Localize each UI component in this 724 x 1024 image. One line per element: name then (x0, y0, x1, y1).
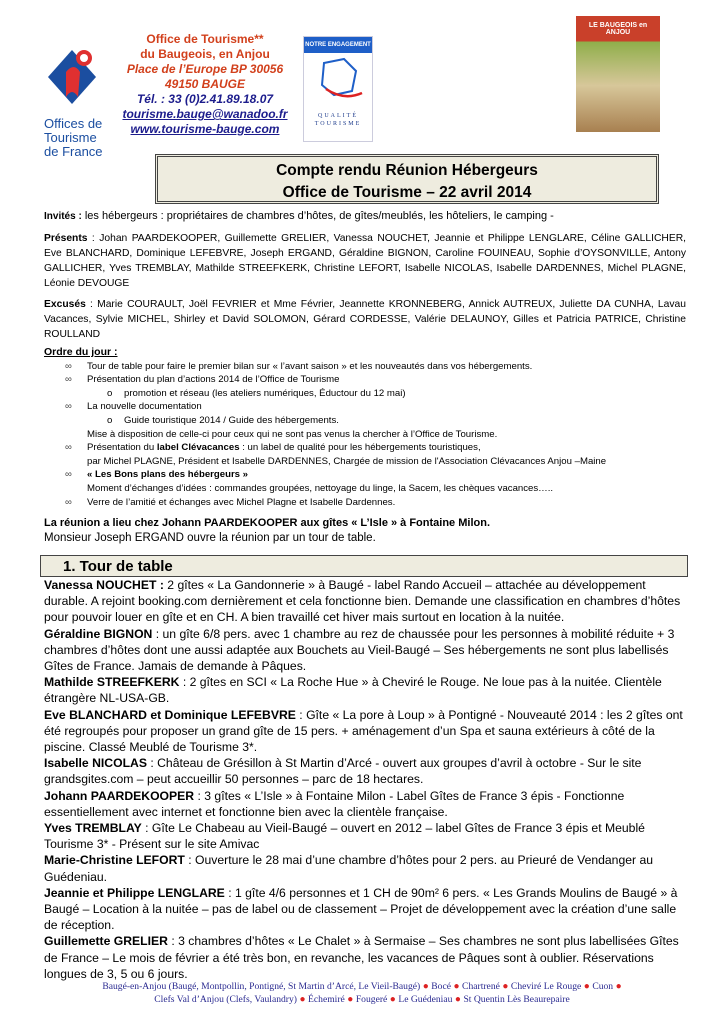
commune-name: St Quentin Lès Beaurepaire (463, 994, 570, 1005)
agenda-item: ∞ Présentation du label Clévacances : un label de qualité pour les hébergements touristiques, (65, 442, 481, 454)
agenda-item: ∞ Présentation du plan d’actions 2014 de l’Office de Tourisme (65, 374, 340, 386)
entry-text: : 2 gîtes en SCI « La Roche Hue » à Cheviré le Rouge. Ne loue pas à la nuitée. Clientèle étrangère NL-USA-GB. (44, 675, 662, 706)
entry-paragraph (44, 852, 684, 884)
bullet-dot-icon: ● (451, 981, 463, 992)
entry-name: Yves TREMBLAY (44, 821, 142, 836)
entry-paragraph (44, 820, 684, 852)
commune-name: Fougeré (355, 994, 388, 1005)
logo-text: Offices de Tourisme de France (44, 116, 103, 159)
entry-name: Marie-Christine LEFORT (44, 853, 185, 868)
commune-name: Le Guédeniau (398, 994, 453, 1005)
meeting-opening: Monsieur Joseph ERGAND ouvre la réunion par un tour de table. (44, 532, 376, 544)
entry-text: : Château de Grésillon à St Martin d’Arcé - ouvert aux groupes d’avril à octobre - Sur le site grandsgites.com – peut accueillir 50 personnes – parc de 18 hectares. (44, 756, 642, 787)
commune-name: Clefs Val d’Anjou (Clefs, Vaulandry) (154, 994, 297, 1005)
entry-paragraph (44, 674, 684, 706)
agenda-item-bold: label Clévacances (156, 442, 240, 454)
excuses-text: : Marie COURAULT, Joël FEVRIER et Mme Février, Jeannette KRONNEBERG, Annick AUTREUX, Juliette DA CUNHA, Lavau Vacances, Sylvie MICHEL, Shirley et David SOLOMON, Gérard CORDESSE, Valérie DELAUNOY, Gilles et Patricia PATRICE, Christine ROULLAND (44, 299, 686, 340)
commune-name: Baugé-en-Anjou (Baugé, Montpollin, Pontigné, St Martin d’Arcé, Le Vieil-Baugé) (102, 981, 421, 992)
entry-text: : un gîte 6/8 pers. avec 1 chambre au rez de chaussée pour les personnes à mobilité réduite + 3 chambres d’hôtes dont une aussi adaptée aux Bouchets au Vieil-Baugé – Ses hébergements ne sont plus labellisés Gîtes de France. Jamais de demande à Pâques. (44, 626, 675, 674)
presents-paragraph (44, 231, 686, 291)
presents-label: Présents (44, 233, 88, 244)
agenda-continuation: Mise à disposition de celle-ci pour ceux qui ne sont pas venus la chercher à l’Office de Tourisme. (87, 428, 498, 440)
meeting-intro (44, 516, 684, 546)
commune-name: Échemiré (308, 994, 345, 1005)
excuses-label: Excusés (44, 299, 86, 310)
agenda-subitem-text: Guide touristique 2014 / Guide des hébergements. (124, 414, 339, 426)
entry-paragraph (44, 933, 684, 982)
entry-text: 2 gîtes « La Gandonnerie » à Baugé - label Rando Accueil – attachée au développement durable. A rejoint booking.com dernièrement et cela fonctionne bien. Demande une classification en chambres d’hôtes pour pouvoir louer en gîte et en CH. A bien travaillé cet hiver mais surtout en location à la nuitée. (44, 578, 681, 625)
brochure-cover-image (576, 16, 660, 132)
agenda-item-text: : un label de qualité pour les hébergements touristiques, (239, 442, 481, 454)
agenda-subitem: o Guide touristique 2014 / Guide des hébergements. (107, 414, 339, 426)
email-link[interactable]: tourisme.bauge@wanadoo.fr (122, 107, 288, 121)
agenda-continuation: Moment d’échanges d’idées : commandes groupées, nettoyage du linge, la Sacem, les chèques vacances….. (87, 482, 554, 494)
section-heading-tour-de-table: 1. Tour de table (40, 555, 688, 577)
address: Place de l’Europe BP 30056 (126, 62, 284, 76)
agenda (44, 346, 684, 509)
bullet-dot-icon: ● (344, 994, 356, 1005)
entry-name: Vanessa NOUCHET : (44, 578, 164, 592)
agenda-subitem: o promotion et réseau (les ateliers numériques, Éductour du 12 mai) (107, 387, 406, 399)
entry-text: : 3 gîtes « L’Isle » à Fontaine Milon - Label Gîtes de France 3 épis - Fonctionne essentiellement avec internet et fonctionne bien avec la clientèle française. (44, 788, 625, 819)
agenda-heading: Ordre du jour : (44, 346, 118, 358)
entry-text: : Ouverture le 28 mai d’une chambre d’hôtes pour 2 pers. au Prieuré de Vendanger au Guédeniau. (44, 853, 654, 884)
excuses-paragraph (44, 297, 686, 342)
entry-name: Géraldine BIGNON (44, 626, 153, 641)
bullet-dot-icon: ● (452, 994, 464, 1005)
entry-paragraph (44, 788, 684, 820)
bullet-dot-icon: ● (499, 981, 511, 992)
agenda-item: ∞ Tour de table pour faire le premier bilan sur « l’avant saison » et les nouveautés dans vos hébergements. (65, 360, 533, 372)
bullet-dot-icon: ● (581, 981, 593, 992)
footer-line2 (40, 993, 684, 1006)
france-map-icon (304, 53, 372, 103)
agenda-item: ∞ « Les Bons plans des hébergeurs » (65, 469, 249, 481)
agenda-item: ∞ La nouvelle documentation (65, 401, 202, 413)
entry-name: Jeannie et Philippe LENGLARE (44, 885, 225, 900)
bullet-dot-icon: ● (387, 994, 399, 1005)
presents-text: : Johan PAARDEKOOPER, Guillemette GRELIER, Vanessa NOUCHET, Jeannie et Philippe LENGLARE, Céline GALLICHER, Eve BLANCHARD, Dominique LEFEBVRE, Joseph ERGAND, Géraldine BIGNON, Caroline FOUINEAU, Sophie d’OYSONVILLE, Antony GALLICHER, Yves TREMBLAY, Mathilde STREEFKERK, Christine LEFORT, Isabelle NICOLAS, Isabelle DARDENNES, Michel PLAGNE, Léonie DEVOUGE (44, 233, 686, 289)
entry-name: Eve BLANCHARD et Dominique LEFEBVRE (44, 707, 296, 722)
title-line2: Office de Tourisme – 22 avril 2014 (282, 184, 532, 201)
agenda-item-text: Présentation du (87, 442, 157, 454)
entry-text: : 3 chambres d’hôtes « Le Chalet » à Sermaise – Ses chambres ne sont plus labellisées Gîtes de France – Le mois de février a été très bon, en revanche, les vacances de Pâques sont à oublier. Réservations longues de 3, 5 ou 6 jours. (44, 934, 679, 981)
contact-block (110, 32, 300, 137)
agenda-item: ∞ Verre de l’amitié et échanges avec Michel Plagne et Isabelle Dardennes. (65, 496, 396, 508)
agenda-subitem-text: promotion et réseau (les ateliers numériques, Éductour du 12 mai) (124, 387, 406, 399)
entry-name: Guillemette GRELIER (44, 934, 168, 949)
agenda-item-text: Verre de l’amitié et échanges avec Michel Plagne et Isabelle Dardennes. (87, 496, 396, 508)
entry-paragraph (44, 885, 684, 934)
bullet-dot-icon: ● (613, 981, 622, 992)
invites-text: les hébergeurs : propriétaires de chambres d’hôtes, de gîtes/meublés, les hôteliers, le camping - (81, 210, 554, 222)
org-name: Office de Tourisme** (146, 32, 264, 46)
entry-paragraph (44, 577, 684, 626)
agenda-item-text: « Les Bons plans des hébergeurs » (87, 469, 249, 481)
entry-text: : Gîte « La pore à Loup » à Pontigné - Nouveauté 2014 : les 2 gîtes ont été regroupés pour proposer un grand gîte de 15 pers. + aménagement d’un Spa et sauna extérieurs à côté de la piscine. Classé Meublé de Tourisme 3*. (44, 707, 683, 755)
org-subtitle: du Baugeois, en Anjou (140, 47, 270, 61)
bullet-dot-icon: ● (296, 994, 309, 1005)
commune-name: Bocé (431, 981, 451, 992)
agenda-item-text: La nouvelle documentation (87, 401, 202, 413)
entry-paragraph (44, 626, 684, 675)
entry-text: : 1 gîte 4/6 personnes et 1 CH de 90m² 6 pers. « Les Grands Moulins de Baugé » à Baugé – Location à la nuitée – pas de label ou de classement – Projet de développement avec la création d’une salle de réception. (44, 885, 678, 933)
entry-name: Mathilde STREEFKERK (44, 675, 180, 690)
agenda-item-text: Présentation du plan d’actions 2014 de l’Office de Tourisme (87, 374, 340, 386)
badge-bottom-text: QUALITÉ TOURISME (314, 113, 362, 127)
entry-name: Johann PAARDEKOOPER (44, 788, 195, 803)
entry-name: Isabelle NICOLAS (44, 756, 147, 771)
badge-top-text: NOTRE ENGAGEMENT (304, 37, 372, 53)
qualite-tourisme-badge (303, 36, 373, 142)
website-link[interactable]: www.tourisme-bauge.com (130, 122, 280, 136)
footer-communes (40, 980, 684, 1006)
bullet-dot-icon: ● (420, 981, 432, 992)
agenda-continuation: par Michel PLAGNE, Président et Isabelle DARDENNES, Chargée de mission de l'Association Clévacances Anjou –Maine (87, 455, 607, 467)
commune-name: Chartrené (462, 981, 500, 992)
entry-paragraph (44, 707, 684, 756)
tour-de-table-entries (44, 577, 684, 982)
document-title (155, 154, 659, 204)
postal-code: 49150 BAUGE (164, 77, 246, 91)
entry-text: : Gîte Le Chabeau au Vieil-Baugé – ouvert en 2012 – label Gîtes de France 3 épis et Meublé Tourisme 3* - Présent sur le site Amivac (44, 821, 645, 852)
entry-paragraph (44, 755, 684, 787)
commune-name: Cuon (592, 981, 614, 992)
agenda-item-text: Tour de table pour faire le premier bilan sur « l’avant saison » et les nouveautés dans vos hébergements. (87, 360, 533, 372)
offices-de-tourisme-logo (44, 42, 106, 162)
footer-line1 (40, 980, 684, 993)
brochure-title: LE BAUGEOIS en ANJOU (588, 22, 648, 36)
phone: Tél. : 33 (0)2.41.89.18.07 (136, 92, 274, 106)
meeting-location: La réunion a lieu chez Johann PAARDEKOOPER aux gîtes « L’Isle » à Fontaine Milon. (44, 517, 490, 529)
commune-name: Cheviré Le Rouge (510, 981, 582, 992)
invites-paragraph (44, 209, 684, 224)
invites-label: Invités : (44, 211, 82, 222)
title-line1: Compte rendu Réunion Hébergeurs (276, 162, 538, 179)
